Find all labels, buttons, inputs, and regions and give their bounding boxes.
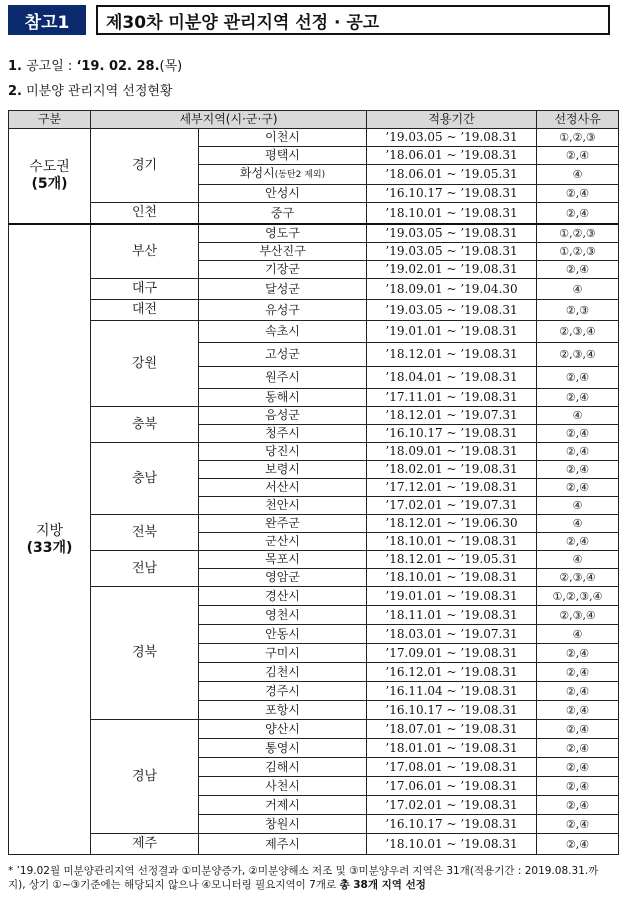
reason-cell: ②,④ xyxy=(537,479,619,497)
city-cell xyxy=(199,261,367,279)
city-name: 김해시 xyxy=(265,759,300,774)
reason-cell: ④ xyxy=(537,279,619,300)
period-cell: ’19.03.05 ~ ’19.08.31 xyxy=(367,243,537,261)
section2-label: 미분양 관리지역 선정현황 xyxy=(26,84,173,99)
period-cell: ’18.10.01 ~ ’19.08.31 xyxy=(367,834,537,855)
period-cell: ’19.01.01 ~ ’19.08.31 xyxy=(367,321,537,343)
city-cell xyxy=(199,443,367,461)
city-cell xyxy=(199,551,367,569)
table-row xyxy=(9,129,619,147)
city-name: 음성군 xyxy=(265,408,300,422)
city-cell xyxy=(199,720,367,739)
period-cell: ’17.11.01 ~ ’19.08.31 xyxy=(367,389,537,407)
category-cell xyxy=(9,224,91,855)
table-row xyxy=(9,279,619,300)
city-cell xyxy=(199,739,367,758)
city-name: 원주시 xyxy=(265,370,300,384)
region-cell: 경남 xyxy=(91,720,199,834)
city-cell xyxy=(199,203,367,225)
reason-cell: ②,④ xyxy=(537,261,619,279)
period-cell: ’18.09.01 ~ ’19.04.30 xyxy=(367,279,537,300)
period-cell: ’18.10.01 ~ ’19.08.31 xyxy=(367,569,537,587)
reason-cell: ②,④ xyxy=(537,701,619,720)
reason-cell: ④ xyxy=(537,551,619,569)
period-cell: ’18.03.01 ~ ’19.07.31 xyxy=(367,625,537,644)
period-cell: ’18.12.01 ~ ’19.07.31 xyxy=(367,407,537,425)
reason-cell: ④ xyxy=(537,407,619,425)
city-name: 제주시 xyxy=(265,836,300,851)
header-subregion: 세부지역(시·군·구) xyxy=(91,111,367,129)
section2-number: 2. xyxy=(8,84,22,99)
city-name: 구미시 xyxy=(265,645,300,660)
footnote-text: * ’19.02월 미분양관리지역 선정결과 ①미분양증가, ②미분양해소 저조 및 ③미분양우려 지역은 31개(적용기간 : 2019.08.31.까지), 상기 ①~③기준에는 해당되지 않으나 ④모니터링 필요지역이 7개로 xyxy=(8,865,599,891)
period-cell: ’16.10.17 ~ ’19.08.31 xyxy=(367,425,537,443)
reason-cell: ②,④ xyxy=(537,185,619,203)
table-row xyxy=(9,720,619,739)
city-name: 당진시 xyxy=(265,444,300,458)
region-cell: 제주 xyxy=(91,834,199,855)
period-cell: ’18.01.01 ~ ’19.08.31 xyxy=(367,739,537,758)
reason-cell: ②,④ xyxy=(537,389,619,407)
city-cell xyxy=(199,279,367,300)
period-cell: ’17.12.01 ~ ’19.08.31 xyxy=(367,479,537,497)
city-cell xyxy=(199,663,367,682)
table-row xyxy=(9,407,619,425)
city-name: 동해시 xyxy=(265,390,300,404)
period-cell: ’18.09.01 ~ ’19.08.31 xyxy=(367,443,537,461)
region-cell: 충북 xyxy=(91,407,199,443)
city-name: 영천시 xyxy=(265,607,300,622)
period-cell: ’17.09.01 ~ ’19.08.31 xyxy=(367,644,537,663)
city-cell xyxy=(199,606,367,625)
period-cell: ’18.04.01 ~ ’19.08.31 xyxy=(367,367,537,389)
period-cell: ’16.11.04 ~ ’19.08.31 xyxy=(367,682,537,701)
city-name: 경산시 xyxy=(265,588,300,603)
section1-date: ‘19. 02. 28. xyxy=(76,59,160,74)
city-name: 청주시 xyxy=(265,426,300,440)
city-name: 달성군 xyxy=(265,281,300,296)
reason-cell: ②,③,④ xyxy=(537,569,619,587)
reference-tag: 참고1 xyxy=(8,5,86,35)
region-cell: 경북 xyxy=(91,587,199,720)
reason-cell: ②,③,④ xyxy=(537,343,619,367)
city-name: 목포시 xyxy=(265,552,300,566)
reason-cell: ②,④ xyxy=(537,644,619,663)
city-name: 이천시 xyxy=(265,130,300,144)
city-cell xyxy=(199,497,367,515)
period-cell: ’18.10.01 ~ ’19.08.31 xyxy=(367,203,537,225)
city-name: 경주시 xyxy=(265,683,300,698)
period-cell: ’18.11.01 ~ ’19.08.31 xyxy=(367,606,537,625)
city-name: 창원시 xyxy=(265,816,300,831)
city-name: 천안시 xyxy=(265,498,300,512)
period-cell: ’17.08.01 ~ ’19.08.31 xyxy=(367,758,537,777)
period-cell: ’18.06.01 ~ ’19.05.31 xyxy=(367,165,537,185)
reason-cell: ②,④ xyxy=(537,815,619,834)
reason-cell: ②,④ xyxy=(537,147,619,165)
city-name: 통영시 xyxy=(265,740,300,755)
reason-cell: ①,②,③ xyxy=(537,243,619,261)
reason-cell: ②,④ xyxy=(537,367,619,389)
period-cell: ’18.07.01 ~ ’19.08.31 xyxy=(367,720,537,739)
city-cell xyxy=(199,224,367,243)
page-title: 제30차 미분양 관리지역 선정 · 공고 xyxy=(96,5,610,35)
period-cell: ’19.01.01 ~ ’19.08.31 xyxy=(367,587,537,606)
reason-cell: ④ xyxy=(537,165,619,185)
city-name: 안동시 xyxy=(265,626,300,641)
city-cell xyxy=(199,389,367,407)
city-name: 서산시 xyxy=(265,480,300,494)
city-cell xyxy=(199,407,367,425)
table-row xyxy=(9,443,619,461)
period-cell: ’18.12.01 ~ ’19.08.31 xyxy=(367,343,537,367)
region-cell: 충남 xyxy=(91,443,199,515)
reason-cell: ②,④ xyxy=(537,663,619,682)
reason-cell: ②,④ xyxy=(537,796,619,815)
city-cell xyxy=(199,300,367,321)
city-name: 중구 xyxy=(270,205,295,220)
city-name: 유성구 xyxy=(265,302,300,317)
region-cell: 경기 xyxy=(91,129,199,203)
reason-cell: ④ xyxy=(537,625,619,644)
table-row xyxy=(9,300,619,321)
reason-cell: ②,④ xyxy=(537,533,619,551)
reason-cell: ②,④ xyxy=(537,720,619,739)
city-name: 영도구 xyxy=(265,226,300,240)
header-category: 구분 xyxy=(9,111,91,129)
region-cell: 대구 xyxy=(91,279,199,300)
city-cell xyxy=(199,321,367,343)
city-name: 영암군 xyxy=(265,570,300,584)
city-name: 김천시 xyxy=(265,664,300,679)
city-note: (동탄2 제외) xyxy=(274,170,326,180)
city-cell xyxy=(199,587,367,606)
section1-day: (목) xyxy=(159,59,183,74)
reason-cell: ②,④ xyxy=(537,739,619,758)
region-cell: 전남 xyxy=(91,551,199,587)
city-cell xyxy=(199,343,367,367)
city-cell xyxy=(199,533,367,551)
city-cell xyxy=(199,461,367,479)
city-cell xyxy=(199,129,367,147)
table-row xyxy=(9,515,619,533)
reason-cell: ④ xyxy=(537,515,619,533)
city-cell xyxy=(199,682,367,701)
reason-cell: ②,④ xyxy=(537,203,619,225)
city-name: 보령시 xyxy=(265,462,300,476)
category-name: 지방 xyxy=(35,522,64,539)
header-reason: 선정사유 xyxy=(537,111,619,129)
city-cell xyxy=(199,644,367,663)
city-name: 포항시 xyxy=(265,702,300,717)
reason-cell: ①,②,③ xyxy=(537,129,619,147)
city-name: 군산시 xyxy=(265,534,300,548)
period-cell: ’18.06.01 ~ ’19.08.31 xyxy=(367,147,537,165)
reason-cell: ①,②,③,④ xyxy=(537,587,619,606)
reason-cell: ②,③ xyxy=(537,300,619,321)
period-cell: ’16.10.17 ~ ’19.08.31 xyxy=(367,815,537,834)
period-cell: ’18.10.01 ~ ’19.08.31 xyxy=(367,533,537,551)
section1-label: 공고일 : xyxy=(26,59,77,74)
city-cell xyxy=(199,515,367,533)
city-name: 기장군 xyxy=(265,262,300,276)
city-cell xyxy=(199,796,367,815)
reason-cell: ②,④ xyxy=(537,425,619,443)
city-cell xyxy=(199,815,367,834)
reason-cell: ①,②,③ xyxy=(537,224,619,243)
period-cell: ’18.12.01 ~ ’19.06.30 xyxy=(367,515,537,533)
category-count: (5개) xyxy=(31,176,68,192)
announcement-date-line xyxy=(8,55,182,74)
footnote-bold: 총 38개 지역 선정 xyxy=(339,879,426,891)
header-period: 적용기간 xyxy=(367,111,537,129)
table-row xyxy=(9,203,619,225)
period-cell: ’17.02.01 ~ ’19.08.31 xyxy=(367,796,537,815)
city-name: 안성시 xyxy=(265,186,300,200)
city-name: 양산시 xyxy=(265,721,300,736)
city-cell xyxy=(199,758,367,777)
category-name: 수도권 xyxy=(29,159,70,175)
city-cell xyxy=(199,147,367,165)
region-cell: 인천 xyxy=(91,203,199,225)
reason-cell: ②,③,④ xyxy=(537,606,619,625)
page-header xyxy=(8,5,610,35)
reason-cell: ②,④ xyxy=(537,443,619,461)
city-name: 평택시 xyxy=(265,148,300,162)
table-row xyxy=(9,587,619,606)
city-cell xyxy=(199,185,367,203)
city-cell xyxy=(199,243,367,261)
table-row xyxy=(9,224,619,243)
period-cell: ’17.06.01 ~ ’19.08.31 xyxy=(367,777,537,796)
section1-number: 1. xyxy=(8,59,22,74)
region-cell: 대전 xyxy=(91,300,199,321)
city-name: 거제시 xyxy=(265,797,300,812)
city-cell xyxy=(199,425,367,443)
period-cell: ’19.02.01 ~ ’19.08.31 xyxy=(367,261,537,279)
city-name: 화성시 xyxy=(239,166,275,180)
period-cell: ’19.03.05 ~ ’19.08.31 xyxy=(367,300,537,321)
reason-cell: ②,④ xyxy=(537,682,619,701)
period-cell: ’19.03.05 ~ ’19.08.31 xyxy=(367,224,537,243)
designated-areas-table xyxy=(8,110,619,855)
region-cell: 부산 xyxy=(91,224,199,279)
city-name: 사천시 xyxy=(265,778,300,793)
reason-cell: ②,④ xyxy=(537,834,619,855)
period-cell: ’18.02.01 ~ ’19.08.31 xyxy=(367,461,537,479)
table-header-row xyxy=(9,111,619,129)
city-cell xyxy=(199,165,367,185)
city-name: 부산진구 xyxy=(259,244,306,258)
reason-cell: ②,④ xyxy=(537,461,619,479)
footnote xyxy=(8,864,614,892)
period-cell: ’16.10.17 ~ ’19.08.31 xyxy=(367,701,537,720)
reason-cell: ④ xyxy=(537,497,619,515)
reason-cell: ②,④ xyxy=(537,777,619,796)
category-cell xyxy=(9,129,91,225)
period-cell: ’17.02.01 ~ ’19.07.31 xyxy=(367,497,537,515)
city-cell xyxy=(199,569,367,587)
city-cell xyxy=(199,479,367,497)
city-name: 완주군 xyxy=(265,516,300,530)
period-cell: ’16.12.01 ~ ’19.08.31 xyxy=(367,663,537,682)
region-cell: 강원 xyxy=(91,321,199,407)
table-row xyxy=(9,834,619,855)
period-cell: ’18.12.01 ~ ’19.05.31 xyxy=(367,551,537,569)
table-row xyxy=(9,551,619,569)
city-cell xyxy=(199,777,367,796)
city-cell xyxy=(199,834,367,855)
city-name: 고성군 xyxy=(265,347,300,361)
reason-cell: ②,④ xyxy=(537,758,619,777)
reason-cell: ②,③,④ xyxy=(537,321,619,343)
table-row xyxy=(9,321,619,343)
city-name: 속초시 xyxy=(265,324,300,338)
period-cell: ’16.10.17 ~ ’19.08.31 xyxy=(367,185,537,203)
city-cell xyxy=(199,367,367,389)
period-cell: ’19.03.05 ~ ’19.08.31 xyxy=(367,129,537,147)
section2-heading xyxy=(8,80,173,99)
region-cell: 전북 xyxy=(91,515,199,551)
category-count: (33개) xyxy=(26,539,73,556)
city-cell xyxy=(199,625,367,644)
city-cell xyxy=(199,701,367,720)
